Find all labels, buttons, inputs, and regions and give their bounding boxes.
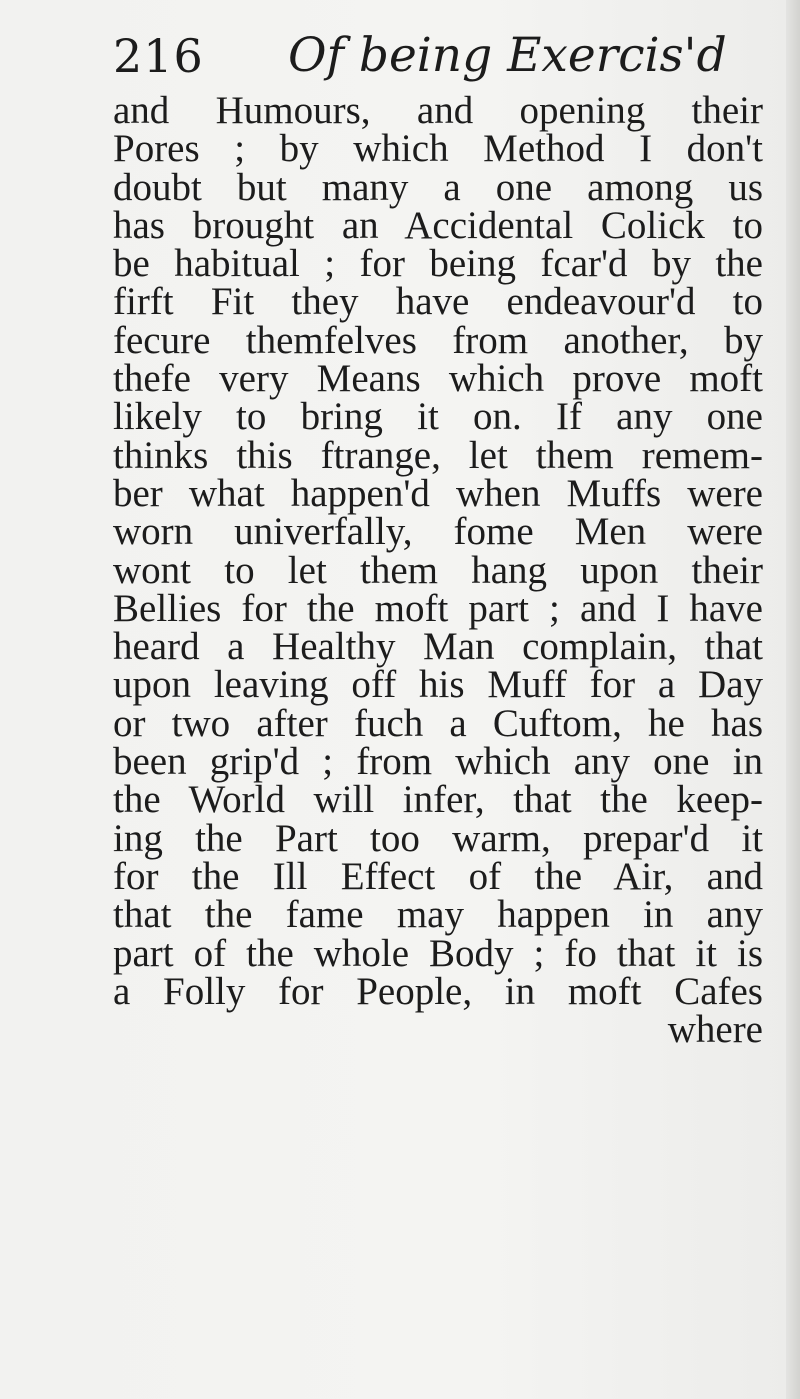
text-line: part of the whole Body ; fo that it is xyxy=(113,931,763,975)
page-number: 216 xyxy=(113,29,204,83)
text-line: Pores ; by which Method I don't xyxy=(113,127,763,171)
text-line: be habitual ; for being fcar'd by the xyxy=(113,242,763,286)
text-line: or two after fuch a Cuftom, he has xyxy=(113,701,763,745)
text-line: Bellies for the moft part ; and I have xyxy=(113,586,763,630)
running-title: Of being Exercis'd xyxy=(288,28,727,83)
catchword: where xyxy=(667,1008,763,1052)
text-line: likely to bring it on. If any one xyxy=(113,395,763,439)
text-line: upon leaving off his Muff for a Day xyxy=(113,663,763,707)
text-line: and Humours, and opening their xyxy=(113,89,763,132)
text-line: thefe very Means which prove moft xyxy=(113,357,763,401)
text-line: heard a Healthy Man complain, that xyxy=(113,625,763,669)
text-line: worn univerfally, fome Men were xyxy=(113,510,763,554)
text-line: ing the Part too warm, prepar'd it xyxy=(113,816,763,860)
text-line: firft Fit they have endeavour'd to xyxy=(113,280,763,324)
page-header xyxy=(113,20,763,90)
text-line: thinks this ftrange, let them remem- xyxy=(113,433,763,477)
text-line: doubt but many a one among us xyxy=(113,165,763,209)
text-line: wont to let them hang upon their xyxy=(113,548,763,592)
text-line: for the Ill Effect of the Air, and xyxy=(113,854,763,898)
text-line: been grip'd ; from which any one in xyxy=(113,740,763,784)
text-line: that the fame may happen in any xyxy=(113,893,763,937)
text-line: fecure themfelves from another, by xyxy=(113,318,763,362)
text-line: has brought an Accidental Colick to xyxy=(113,203,763,247)
text-line: a Folly for People, in moft Cafes xyxy=(113,969,763,1013)
body-text xyxy=(113,89,763,1052)
text-line: the World will infer, that the keep- xyxy=(113,778,763,822)
text-line: ber what happen'd when Muffs were xyxy=(113,471,763,515)
page-edge xyxy=(786,0,800,1399)
